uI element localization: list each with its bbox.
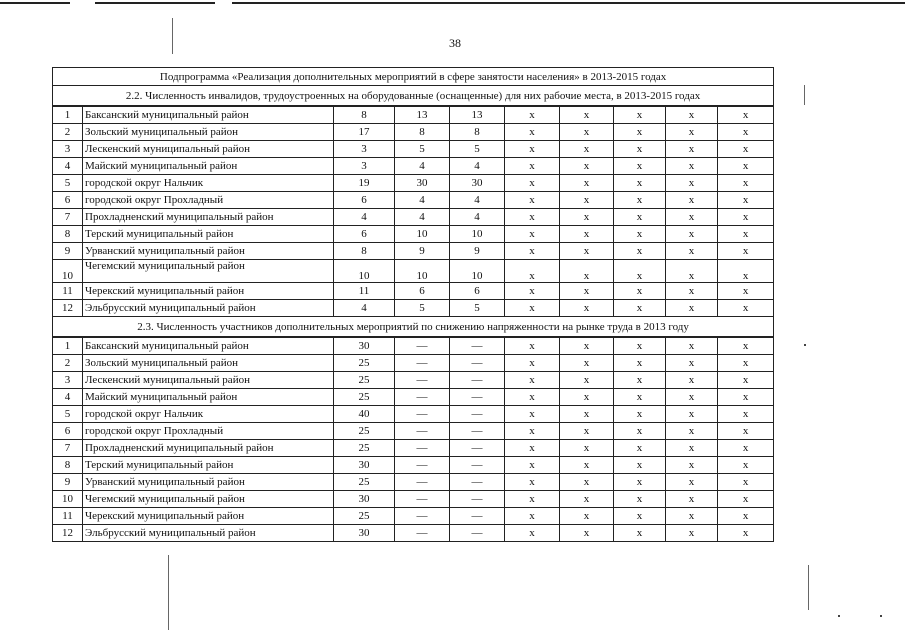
value-cell: x bbox=[505, 260, 560, 283]
value-cell: — bbox=[395, 372, 450, 389]
value-cell: 10 bbox=[450, 260, 505, 283]
table-row bbox=[53, 158, 774, 175]
value-cell: x bbox=[560, 525, 614, 542]
value-cell: x bbox=[666, 158, 718, 175]
value-cell: 4 bbox=[334, 209, 395, 226]
district-name: Зольский муниципальный район bbox=[83, 355, 334, 372]
row-number: 11 bbox=[53, 508, 83, 525]
value-cell: x bbox=[560, 243, 614, 260]
value-cell: x bbox=[614, 440, 666, 457]
value-cell: x bbox=[718, 209, 774, 226]
value-cell: x bbox=[560, 300, 614, 317]
value-cell: x bbox=[505, 337, 560, 355]
district-name: Черекский муниципальный район bbox=[83, 508, 334, 525]
row-number: 8 bbox=[53, 457, 83, 474]
value-cell: x bbox=[560, 283, 614, 300]
row-number: 1 bbox=[53, 106, 83, 124]
value-cell: x bbox=[560, 337, 614, 355]
district-name: Майский муниципальный район bbox=[83, 158, 334, 175]
value-cell: x bbox=[560, 260, 614, 283]
row-number: 3 bbox=[53, 372, 83, 389]
value-cell: 3 bbox=[334, 141, 395, 158]
value-cell: x bbox=[505, 406, 560, 423]
value-cell: x bbox=[718, 260, 774, 283]
value-cell: x bbox=[560, 209, 614, 226]
value-cell: x bbox=[666, 124, 718, 141]
value-cell: x bbox=[614, 283, 666, 300]
row-number: 3 bbox=[53, 141, 83, 158]
table-row bbox=[53, 372, 774, 389]
table-row bbox=[53, 474, 774, 491]
value-cell: x bbox=[666, 508, 718, 525]
table-row bbox=[53, 337, 774, 355]
value-cell: 4 bbox=[450, 192, 505, 209]
table-row bbox=[53, 209, 774, 226]
value-cell: — bbox=[450, 423, 505, 440]
table-title-row bbox=[53, 68, 774, 86]
value-cell: x bbox=[505, 124, 560, 141]
table-row bbox=[53, 300, 774, 317]
value-cell: 5 bbox=[395, 141, 450, 158]
row-number: 6 bbox=[53, 192, 83, 209]
table-row bbox=[53, 192, 774, 209]
value-cell: x bbox=[614, 106, 666, 124]
value-cell: x bbox=[560, 192, 614, 209]
value-cell: x bbox=[505, 192, 560, 209]
value-cell: — bbox=[450, 372, 505, 389]
scan-mark bbox=[804, 85, 805, 105]
value-cell: 6 bbox=[395, 283, 450, 300]
value-cell: x bbox=[666, 175, 718, 192]
table-row bbox=[53, 525, 774, 542]
table-row bbox=[53, 423, 774, 440]
row-number: 12 bbox=[53, 525, 83, 542]
value-cell: x bbox=[718, 508, 774, 525]
value-cell: x bbox=[718, 158, 774, 175]
table-row bbox=[53, 106, 774, 124]
value-cell: x bbox=[560, 508, 614, 525]
value-cell: 10 bbox=[395, 226, 450, 243]
district-name: Урванский муниципальный район bbox=[83, 243, 334, 260]
value-cell: x bbox=[560, 355, 614, 372]
value-cell: 25 bbox=[334, 474, 395, 491]
value-cell: 30 bbox=[395, 175, 450, 192]
scan-dot bbox=[838, 615, 840, 617]
value-cell: x bbox=[560, 406, 614, 423]
value-cell: 30 bbox=[450, 175, 505, 192]
value-cell: x bbox=[666, 491, 718, 508]
value-cell: x bbox=[560, 389, 614, 406]
value-cell: 25 bbox=[334, 355, 395, 372]
value-cell: — bbox=[450, 406, 505, 423]
value-cell: x bbox=[666, 457, 718, 474]
value-cell: 25 bbox=[334, 423, 395, 440]
district-name: городской округ Прохладный bbox=[83, 423, 334, 440]
table-row bbox=[53, 226, 774, 243]
value-cell: x bbox=[614, 243, 666, 260]
table-row bbox=[53, 124, 774, 141]
value-cell: x bbox=[614, 192, 666, 209]
value-cell: x bbox=[614, 158, 666, 175]
value-cell: x bbox=[718, 389, 774, 406]
top-rule-mid bbox=[95, 2, 215, 4]
value-cell: x bbox=[614, 508, 666, 525]
table-row bbox=[53, 440, 774, 457]
value-cell: — bbox=[450, 337, 505, 355]
value-cell: x bbox=[560, 440, 614, 457]
value-cell: x bbox=[505, 158, 560, 175]
row-number: 5 bbox=[53, 175, 83, 192]
table-row bbox=[53, 243, 774, 260]
value-cell: x bbox=[560, 124, 614, 141]
value-cell: 6 bbox=[334, 226, 395, 243]
value-cell: — bbox=[450, 491, 505, 508]
value-cell: x bbox=[505, 226, 560, 243]
value-cell: — bbox=[395, 423, 450, 440]
value-cell: 11 bbox=[334, 283, 395, 300]
value-cell: — bbox=[450, 389, 505, 406]
value-cell: — bbox=[395, 337, 450, 355]
value-cell: — bbox=[395, 457, 450, 474]
value-cell: x bbox=[614, 457, 666, 474]
value-cell: 4 bbox=[395, 192, 450, 209]
value-cell: x bbox=[718, 106, 774, 124]
value-cell: x bbox=[666, 141, 718, 158]
value-cell: x bbox=[560, 372, 614, 389]
value-cell: x bbox=[614, 260, 666, 283]
table-row bbox=[53, 260, 774, 283]
value-cell: 30 bbox=[334, 491, 395, 508]
scan-dot bbox=[880, 615, 882, 617]
section-heading-row bbox=[53, 317, 774, 338]
value-cell: x bbox=[505, 457, 560, 474]
value-cell: x bbox=[560, 457, 614, 474]
value-cell: x bbox=[718, 474, 774, 491]
value-cell: x bbox=[718, 283, 774, 300]
row-number: 6 bbox=[53, 423, 83, 440]
table-title: Подпрограмма «Реализация дополнительных мероприятий в сфере занятости населения» в 2013-2015 годах bbox=[53, 68, 774, 86]
value-cell: x bbox=[718, 525, 774, 542]
value-cell: x bbox=[505, 423, 560, 440]
value-cell: x bbox=[666, 192, 718, 209]
district-name: Баксанский муниципальный район bbox=[83, 106, 334, 124]
district-name: Терский муниципальный район bbox=[83, 226, 334, 243]
value-cell: x bbox=[718, 406, 774, 423]
top-rule-left bbox=[0, 2, 70, 4]
value-cell: — bbox=[395, 491, 450, 508]
value-cell: x bbox=[666, 337, 718, 355]
value-cell: x bbox=[718, 337, 774, 355]
value-cell: 8 bbox=[450, 124, 505, 141]
district-name: Лескенский муниципальный район bbox=[83, 141, 334, 158]
value-cell: x bbox=[614, 525, 666, 542]
row-number: 2 bbox=[53, 124, 83, 141]
value-cell: — bbox=[395, 474, 450, 491]
value-cell: 25 bbox=[334, 389, 395, 406]
value-cell: 4 bbox=[395, 209, 450, 226]
value-cell: — bbox=[395, 355, 450, 372]
district-name: Лескенский муниципальный район bbox=[83, 372, 334, 389]
district-name: Урванский муниципальный район bbox=[83, 474, 334, 491]
table-row bbox=[53, 491, 774, 508]
value-cell: x bbox=[614, 389, 666, 406]
row-number: 10 bbox=[53, 491, 83, 508]
table-row bbox=[53, 406, 774, 423]
value-cell: — bbox=[395, 440, 450, 457]
value-cell: x bbox=[614, 124, 666, 141]
value-cell: — bbox=[450, 440, 505, 457]
value-cell: x bbox=[666, 226, 718, 243]
value-cell: x bbox=[614, 423, 666, 440]
value-cell: 25 bbox=[334, 508, 395, 525]
value-cell: x bbox=[560, 106, 614, 124]
district-name: Баксанский муниципальный район bbox=[83, 337, 334, 355]
value-cell: x bbox=[666, 283, 718, 300]
value-cell: 13 bbox=[395, 106, 450, 124]
value-cell: — bbox=[450, 508, 505, 525]
top-rule-right bbox=[232, 2, 905, 4]
value-cell: x bbox=[614, 406, 666, 423]
value-cell: x bbox=[718, 372, 774, 389]
district-name: Прохладненский муниципальный район bbox=[83, 209, 334, 226]
value-cell: 19 bbox=[334, 175, 395, 192]
row-number: 12 bbox=[53, 300, 83, 317]
district-name: Черекский муниципальный район bbox=[83, 283, 334, 300]
value-cell: x bbox=[505, 440, 560, 457]
district-name: Эльбрусский муниципальный район bbox=[83, 525, 334, 542]
value-cell: x bbox=[666, 106, 718, 124]
district-name: Майский муниципальный район bbox=[83, 389, 334, 406]
value-cell: x bbox=[614, 141, 666, 158]
value-cell: 30 bbox=[334, 337, 395, 355]
table-row bbox=[53, 389, 774, 406]
value-cell: x bbox=[505, 283, 560, 300]
table-row bbox=[53, 457, 774, 474]
value-cell: x bbox=[666, 474, 718, 491]
row-number: 4 bbox=[53, 158, 83, 175]
value-cell: — bbox=[395, 406, 450, 423]
value-cell: x bbox=[560, 175, 614, 192]
value-cell: 30 bbox=[334, 457, 395, 474]
value-cell: x bbox=[718, 141, 774, 158]
section-heading: 2.2. Численность инвалидов, трудоустроенных на оборудованные (оснащенные) для них рабочие места, в 2013-2015 годах bbox=[53, 86, 774, 107]
row-number: 9 bbox=[53, 243, 83, 260]
value-cell: 3 bbox=[334, 158, 395, 175]
value-cell: x bbox=[505, 175, 560, 192]
district-name: городской округ Нальчик bbox=[83, 406, 334, 423]
value-cell: x bbox=[666, 525, 718, 542]
value-cell: 13 bbox=[450, 106, 505, 124]
value-cell: x bbox=[560, 158, 614, 175]
value-cell: 4 bbox=[334, 300, 395, 317]
value-cell: x bbox=[505, 389, 560, 406]
district-name: городской округ Нальчик bbox=[83, 175, 334, 192]
value-cell: 40 bbox=[334, 406, 395, 423]
value-cell: x bbox=[718, 192, 774, 209]
section-heading-row bbox=[53, 86, 774, 107]
district-name: Прохладненский муниципальный район bbox=[83, 440, 334, 457]
district-name: Чегемский муниципальный район bbox=[83, 491, 334, 508]
value-cell: x bbox=[505, 141, 560, 158]
value-cell: x bbox=[666, 209, 718, 226]
value-cell: x bbox=[505, 106, 560, 124]
value-cell: x bbox=[505, 355, 560, 372]
value-cell: x bbox=[505, 372, 560, 389]
value-cell: x bbox=[614, 337, 666, 355]
row-number: 1 bbox=[53, 337, 83, 355]
table-row bbox=[53, 175, 774, 192]
value-cell: x bbox=[718, 226, 774, 243]
value-cell: x bbox=[614, 175, 666, 192]
value-cell: — bbox=[395, 389, 450, 406]
value-cell: x bbox=[718, 457, 774, 474]
value-cell: 5 bbox=[450, 300, 505, 317]
scan-mark bbox=[808, 565, 809, 610]
value-cell: — bbox=[450, 474, 505, 491]
value-cell: x bbox=[505, 491, 560, 508]
row-number: 11 bbox=[53, 283, 83, 300]
value-cell: — bbox=[395, 508, 450, 525]
value-cell: 6 bbox=[334, 192, 395, 209]
value-cell: x bbox=[718, 355, 774, 372]
table-row bbox=[53, 355, 774, 372]
table-row bbox=[53, 508, 774, 525]
value-cell: x bbox=[614, 300, 666, 317]
row-number: 2 bbox=[53, 355, 83, 372]
value-cell: x bbox=[666, 440, 718, 457]
value-cell: x bbox=[666, 260, 718, 283]
row-number: 7 bbox=[53, 440, 83, 457]
value-cell: 8 bbox=[334, 243, 395, 260]
value-cell: x bbox=[505, 525, 560, 542]
value-cell: x bbox=[560, 491, 614, 508]
value-cell: x bbox=[718, 423, 774, 440]
district-name: Зольский муниципальный район bbox=[83, 124, 334, 141]
value-cell: 17 bbox=[334, 124, 395, 141]
value-cell: x bbox=[505, 209, 560, 226]
value-cell: x bbox=[560, 423, 614, 440]
value-cell: x bbox=[614, 355, 666, 372]
value-cell: x bbox=[718, 175, 774, 192]
page-number: 38 bbox=[449, 36, 461, 50]
table-row bbox=[53, 283, 774, 300]
row-number: 8 bbox=[53, 226, 83, 243]
value-cell: x bbox=[560, 474, 614, 491]
value-cell: — bbox=[450, 355, 505, 372]
value-cell: — bbox=[450, 525, 505, 542]
row-number: 4 bbox=[53, 389, 83, 406]
value-cell: 10 bbox=[334, 260, 395, 283]
row-number: 10 bbox=[53, 260, 83, 283]
value-cell: 4 bbox=[395, 158, 450, 175]
scan-dot bbox=[804, 344, 806, 346]
value-cell: x bbox=[666, 423, 718, 440]
value-cell: 25 bbox=[334, 372, 395, 389]
value-cell: x bbox=[614, 209, 666, 226]
value-cell: 6 bbox=[450, 283, 505, 300]
value-cell: — bbox=[395, 525, 450, 542]
value-cell: x bbox=[718, 243, 774, 260]
value-cell: x bbox=[505, 508, 560, 525]
value-cell: x bbox=[560, 226, 614, 243]
district-name: Эльбрусский муниципальный район bbox=[83, 300, 334, 317]
value-cell: 5 bbox=[450, 141, 505, 158]
scan-mark bbox=[172, 18, 173, 54]
value-cell: x bbox=[614, 491, 666, 508]
data-table bbox=[52, 67, 774, 542]
value-cell: x bbox=[614, 474, 666, 491]
scan-mark bbox=[168, 555, 169, 630]
row-number: 9 bbox=[53, 474, 83, 491]
value-cell: 10 bbox=[450, 226, 505, 243]
value-cell: 25 bbox=[334, 440, 395, 457]
value-cell: x bbox=[666, 372, 718, 389]
value-cell: x bbox=[505, 300, 560, 317]
value-cell: x bbox=[505, 243, 560, 260]
value-cell: x bbox=[666, 389, 718, 406]
section-heading: 2.3. Численность участников дополнительных мероприятий по снижению напряженности на рынке труда в 2013 году bbox=[53, 317, 774, 338]
value-cell: 9 bbox=[450, 243, 505, 260]
value-cell: x bbox=[718, 491, 774, 508]
value-cell: 4 bbox=[450, 158, 505, 175]
value-cell: x bbox=[718, 440, 774, 457]
row-number: 7 bbox=[53, 209, 83, 226]
value-cell: x bbox=[718, 124, 774, 141]
table-row bbox=[53, 141, 774, 158]
value-cell: — bbox=[450, 457, 505, 474]
value-cell: x bbox=[560, 141, 614, 158]
value-cell: x bbox=[614, 226, 666, 243]
value-cell: x bbox=[666, 243, 718, 260]
value-cell: 5 bbox=[395, 300, 450, 317]
district-name: городской округ Прохладный bbox=[83, 192, 334, 209]
value-cell: x bbox=[666, 355, 718, 372]
value-cell: 8 bbox=[334, 106, 395, 124]
value-cell: 10 bbox=[395, 260, 450, 283]
district-name: Чегемский муниципальный район bbox=[83, 260, 334, 283]
value-cell: x bbox=[505, 474, 560, 491]
value-cell: 30 bbox=[334, 525, 395, 542]
value-cell: x bbox=[718, 300, 774, 317]
row-number: 5 bbox=[53, 406, 83, 423]
value-cell: x bbox=[666, 406, 718, 423]
value-cell: x bbox=[666, 300, 718, 317]
value-cell: 4 bbox=[450, 209, 505, 226]
value-cell: 9 bbox=[395, 243, 450, 260]
value-cell: 8 bbox=[395, 124, 450, 141]
value-cell: x bbox=[614, 372, 666, 389]
district-name: Терский муниципальный район bbox=[83, 457, 334, 474]
